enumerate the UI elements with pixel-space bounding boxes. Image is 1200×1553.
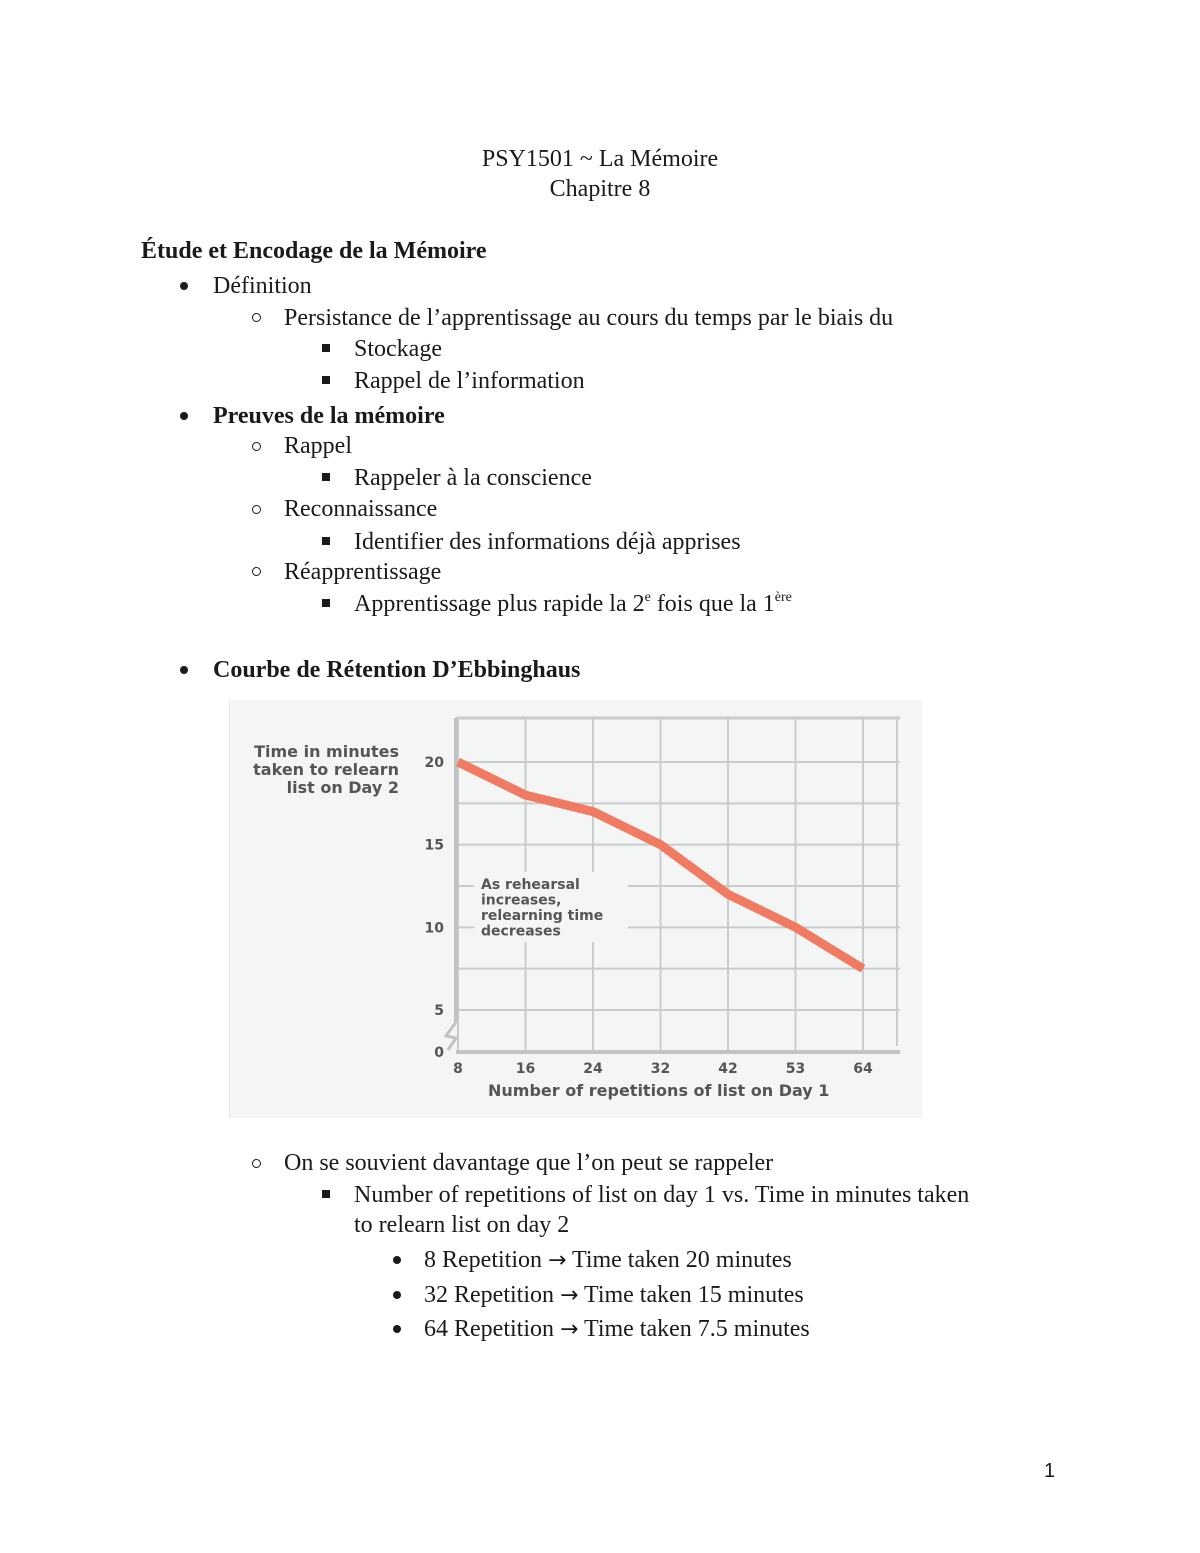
y-axis-title: Time in minutes (254, 742, 399, 761)
result-time: Time taken 15 minutes (584, 1282, 804, 1308)
y-tick-label: 20 (424, 755, 444, 771)
x-tick-label: 24 (583, 1061, 603, 1077)
y-tick-label: 15 (424, 837, 444, 854)
square-bullet-icon (322, 473, 330, 481)
circle-bullet-icon (252, 313, 261, 322)
x-tick-label: 16 (515, 1061, 536, 1077)
square-bullet-icon (322, 376, 330, 384)
section-heading: Étude et Encodage de la Mémoire (141, 238, 487, 264)
axis-break-icon (446, 1022, 456, 1050)
circle-bullet-icon (252, 505, 261, 514)
outline-definition-sub: Persistance de l’apprentissage au cours du temps par le biais du (284, 305, 894, 331)
retention-chart (229, 700, 922, 1118)
outline-rappel-detail: Rappeler à la conscience (354, 465, 592, 491)
outline-reconnaissance-label: Reconnaissance (284, 496, 438, 522)
outline-rappel-label: Rappel (284, 433, 352, 459)
chart-annotation: decreases (481, 923, 561, 940)
document-subtitle: Chapitre 8 (549, 176, 651, 202)
square-bullet-icon (322, 537, 330, 545)
bullet-icon (180, 666, 188, 674)
data-point (593, 811, 594, 812)
x-tick-label: 42 (718, 1061, 738, 1077)
page-number: 1 (1044, 1460, 1056, 1482)
result-item (424, 1248, 792, 1272)
bullet-icon (180, 282, 188, 290)
superscript-e: e (644, 590, 651, 605)
x-tick-label: 53 (785, 1061, 806, 1077)
outline-definition-item: Rappel de l’information (354, 368, 585, 394)
outline-courbe-note: On se souvient davantage que l’on peut se rappeler (284, 1150, 774, 1176)
data-point (525, 795, 526, 796)
chart-annotation: As rehearsal (481, 877, 580, 893)
result-rep: 32 Repetition (424, 1282, 554, 1308)
outline-courbe-compare-line1: Number of repetitions of list on day 1 vs. Time in minutes taken (354, 1182, 970, 1208)
arrow-right-icon: → (559, 1317, 579, 1342)
outline-definition-label: Définition (213, 273, 312, 299)
chart-annotation: increases, (481, 892, 562, 909)
superscript-ere: ère (774, 590, 792, 605)
chart-svg (230, 700, 922, 1118)
data-point (863, 968, 864, 969)
data-point (795, 927, 796, 928)
y-axis-title: taken to relearn (253, 760, 399, 779)
document-title: PSY1501 ~ La Mémoire (481, 146, 719, 172)
x-tick-label: 8 (453, 1061, 463, 1077)
bullet-icon (393, 1325, 401, 1333)
y-axis-title: list on Day 2 (286, 778, 399, 797)
outline-reconnaissance-detail: Identifier des informations déjà apprises (354, 529, 741, 555)
detail-text-b: fois que la 1 (650, 591, 775, 617)
y-tick-label: 10 (424, 920, 444, 937)
chart-annotation: relearning time (481, 908, 604, 924)
square-bullet-icon (322, 599, 330, 607)
bullet-icon (393, 1291, 401, 1299)
arrow-right-icon: → (559, 1283, 579, 1308)
result-item (424, 1317, 810, 1341)
bullet-icon (180, 412, 188, 420)
result-item (424, 1283, 804, 1307)
square-bullet-icon (322, 344, 330, 352)
bullet-icon (393, 1256, 401, 1264)
outline-courbe-compare-line2: to relearn list on day 2 (354, 1212, 570, 1238)
result-time: Time taken 7.5 minutes (584, 1316, 810, 1342)
x-axis-title: Number of repetitions of list on Day 1 (488, 1081, 830, 1100)
circle-bullet-icon (252, 442, 261, 451)
data-point (728, 894, 729, 895)
result-rep: 64 Repetition (424, 1316, 554, 1342)
circle-bullet-icon (252, 1159, 261, 1168)
detail-text-a: Apprentissage plus rapide la 2 (354, 591, 645, 617)
square-bullet-icon (322, 1190, 330, 1198)
x-tick-label: 64 (853, 1061, 873, 1077)
arrow-right-icon: → (547, 1248, 567, 1273)
data-point (458, 762, 459, 763)
outline-courbe-label: Courbe de Rétention D’Ebbinghaus (213, 657, 581, 683)
y-tick-label: 5 (434, 1003, 444, 1019)
outline-definition-item: Stockage (354, 336, 442, 362)
outline-reapprentissage-label: Réapprentissage (284, 559, 442, 585)
y-tick-label: 0 (434, 1045, 444, 1061)
data-point (660, 844, 661, 845)
x-tick-label: 32 (650, 1061, 671, 1077)
outline-reapprentissage-detail (354, 592, 792, 616)
result-time: Time taken 20 minutes (572, 1247, 792, 1273)
circle-bullet-icon (252, 567, 261, 576)
outline-preuves-label: Preuves de la mémoire (213, 403, 445, 429)
result-rep: 8 Repetition (424, 1247, 542, 1273)
